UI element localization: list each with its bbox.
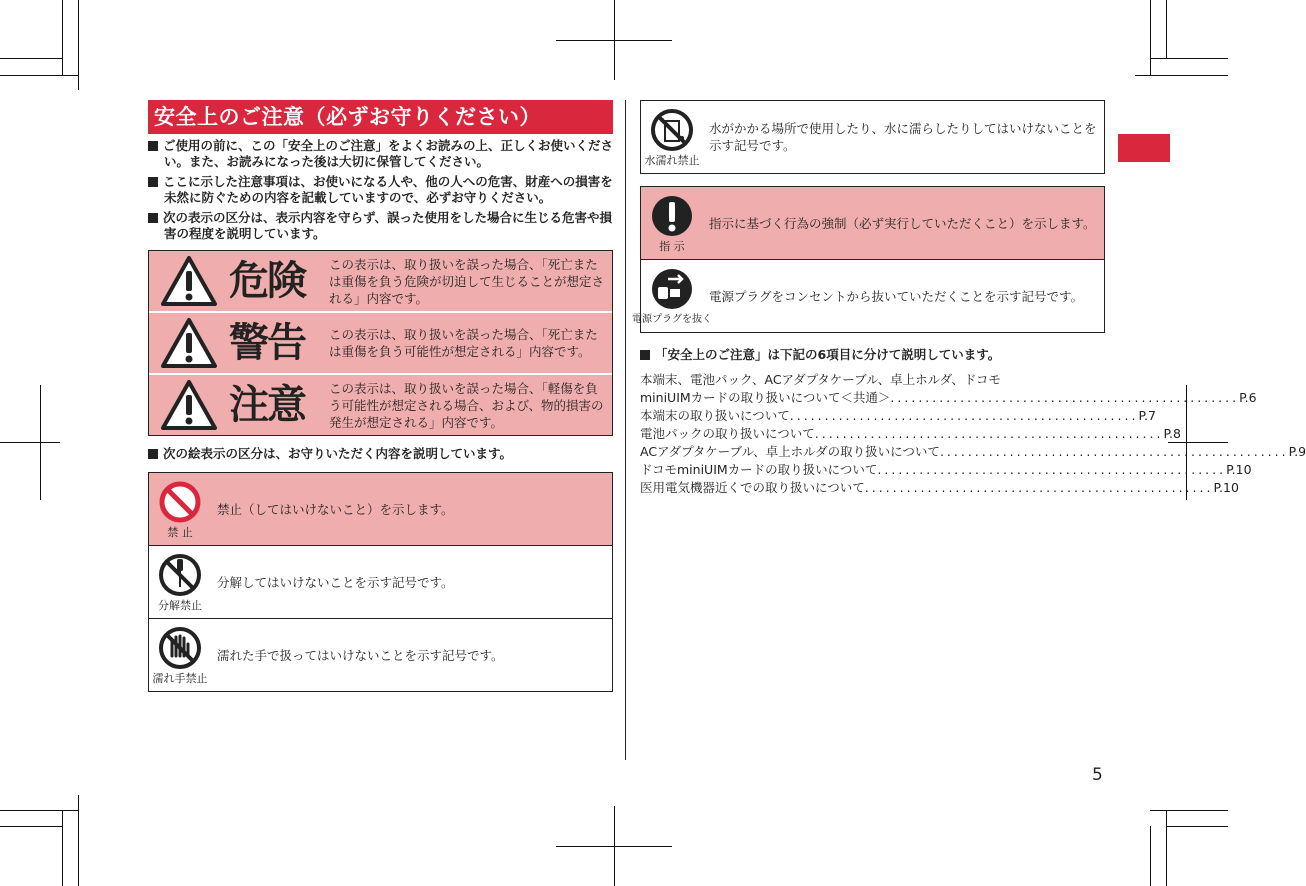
symbol-description: 指示に基づく行為の強制（必ず実行していただくこと）を示します。 (709, 215, 1096, 231)
crop-mark (1166, 0, 1167, 58)
hazard-level-danger (149, 251, 612, 313)
hazard-level-caution (149, 375, 612, 435)
hazard-levels-table (148, 250, 613, 436)
crop-mark (614, 806, 615, 886)
symbol-caption: 禁 止 (167, 525, 193, 539)
chapter-tab (1118, 134, 1170, 162)
crop-mark (0, 58, 62, 59)
crop-mark (614, 0, 615, 80)
hazard-word: 警告 (229, 320, 305, 366)
hazard-description: この表示は、取り扱いを誤った場合、「死亡または重傷を負う可能性が想定される」内容です。 (329, 327, 598, 359)
square-bullet-icon (148, 141, 158, 151)
page-number: 5 (1092, 765, 1103, 785)
symbol-caption: 電源プラグを抜く (632, 313, 712, 325)
symbol-description: 濡れた手で扱ってはいけないことを示す記号です。 (217, 647, 504, 663)
crop-mark (1150, 58, 1228, 59)
hazard-word: 危険 (229, 258, 305, 304)
symbol-row-instruction (641, 187, 1104, 260)
toc-item[interactable]: 本端末の取り扱いについて .................................................. P.7 (640, 408, 1156, 423)
crop-mark (62, 0, 63, 75)
crop-mark (0, 810, 78, 811)
crop-mark (1150, 826, 1151, 886)
intro-bullet: ここに示した注意事項は、お使いになる人や、他の人への危害、財産への損害を未然に防ぐための内容を記載していますので、必ずお守りください。 (148, 174, 613, 206)
intro-bullet: ご使用の前に、この「安全上のご注意」をよくお読みの上、正しくお使いください。また、お読みになった後は大切に保管してください。 (148, 138, 613, 170)
symbol-description: 禁止（してはいけないこと）を示します。 (217, 501, 454, 517)
hazard-word: 注意 (229, 382, 305, 428)
hazard-level-warning (149, 313, 612, 375)
symbol-description: 水がかかる場所で使用したり、水に濡らしたりしてはいけないことを示す記号です。 (709, 121, 1097, 153)
crop-mark (1135, 75, 1228, 76)
column-divider (625, 100, 626, 760)
symbols-table-right (632, 186, 1105, 333)
crop-mark (1150, 810, 1228, 811)
square-bullet-icon (148, 177, 158, 187)
mandatory-action-icon (650, 194, 694, 238)
section-title: 安全上のご注意（必ずお守りください） (148, 100, 613, 134)
symbol-caption: 水濡れ禁止 (644, 153, 700, 167)
symbol-caption: 指 示 (659, 239, 685, 253)
symbol-caption: 分解禁止 (158, 598, 202, 612)
symbol-caption: 濡れ手禁止 (152, 671, 208, 685)
square-bullet-icon (148, 213, 158, 223)
unplug-icon (650, 267, 694, 311)
warning-triangle-icon (149, 251, 229, 311)
toc-heading: 「安全上のご注意」は下記の6項目に分けて説明しています。 (640, 347, 1105, 363)
symbol-row-no-water (641, 101, 1104, 173)
square-bullet-icon (148, 449, 158, 459)
hazard-description: この表示は、取り扱いを誤った場合、「死亡または重傷を負う危険が切迫して生じることが想定される」内容です。 (329, 256, 605, 306)
crop-mark (0, 826, 62, 827)
symbol-description: 分解してはいけないことを示す記号です。 (217, 574, 454, 590)
crop-mark (62, 810, 63, 886)
toc-line: 本端末、電池パック、ACアダプタケーブル、卓上ホルダ、ドコモ (640, 372, 1001, 387)
crop-mark (0, 75, 78, 76)
toc-item[interactable]: 医用電気機器近くでの取り扱いについて .................................................. P.10 (640, 480, 1239, 495)
symbol-row-unplug (632, 260, 1104, 332)
crop-mark (1150, 0, 1151, 75)
symbol-row-no-wet-hands (149, 619, 612, 691)
toc-item[interactable]: ACアダプタケーブル、卓上ホルダの取り扱いについて .................................................. P.9 (640, 444, 1306, 459)
left-column (148, 100, 613, 692)
warning-triangle-icon (149, 375, 229, 435)
toc-item[interactable]: 電池パックの取り扱いについて .................................................. P.8 (640, 426, 1181, 441)
symbol-row-prohibited (149, 473, 612, 546)
no-disassembly-icon (158, 553, 202, 597)
symbols-table-water (640, 100, 1105, 174)
symbols-heading: 次の絵表示の区分は、お守りいただく内容を説明しています。 (148, 446, 613, 462)
toc-list (640, 371, 1306, 497)
toc-item[interactable]: ドコモminiUIMカードの取り扱いについて .................................................. P.10 (640, 462, 1252, 477)
symbols-table-left (148, 472, 613, 692)
warning-triangle-icon (149, 313, 229, 373)
crop-mark (1166, 810, 1167, 886)
hazard-description: この表示は、取り扱いを誤った場合、「軽傷を負う可能性が想定される場合、および、物的損害の発生が想定される」内容です。 (329, 380, 604, 430)
right-column (632, 100, 1306, 497)
symbol-row-no-disassembly (149, 546, 612, 619)
toc-item[interactable]: miniUIMカードの取り扱いについて＜共通＞ .................................................. P.6 (640, 390, 1257, 405)
crop-mark (0, 442, 60, 443)
no-wet-hands-icon (158, 626, 202, 670)
crop-mark (78, 795, 79, 886)
intro-bullet: 次の表示の区分は、表示内容を守らず、誤った使用をした場合に生じる危害や損害の程度を説明しています。 (148, 210, 613, 242)
crop-mark (78, 0, 79, 90)
prohibition-icon (158, 480, 202, 524)
square-bullet-icon (640, 350, 650, 360)
crop-mark (1166, 826, 1228, 827)
symbol-description: 電源プラグをコンセントから抜いていただくことを示す記号です。 (709, 288, 1084, 304)
no-water-icon (650, 108, 694, 152)
